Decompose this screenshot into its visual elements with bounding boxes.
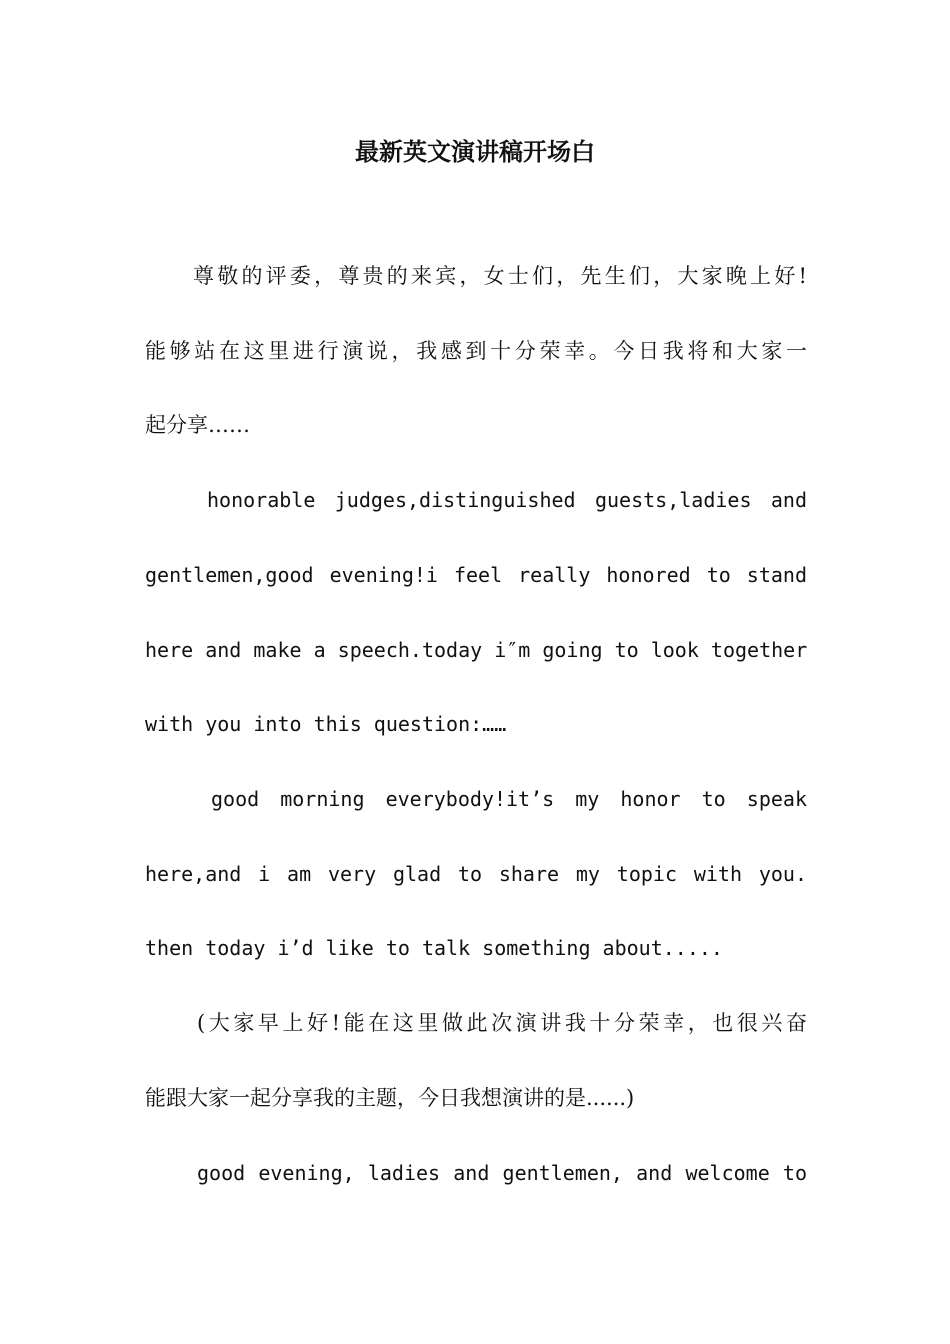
paragraph-line: with you into this question:……: [145, 712, 507, 736]
paragraph-line: 能够站在这里进行演说，我感到十分荣幸。今日我将和大家一: [145, 339, 807, 363]
paragraph-line: 尊敬的评委，尊贵的来宾，女士们，先生们，大家晚上好!: [193, 264, 807, 288]
paragraph-line: good evening, ladies and gentlemen, and welcome to: [197, 1161, 807, 1185]
paragraph-line: honorable judges,distinguished guests,ladies and: [207, 488, 807, 512]
paragraph-line: here,and i am very glad to share my topic with you.: [145, 862, 807, 886]
paragraph-line: (大家早上好!能在这里做此次演讲我十分荣幸，也很兴奋: [197, 1011, 807, 1035]
paragraph-line: 起分享……: [145, 413, 250, 437]
document-title: 最新英文演讲稿开场白: [355, 137, 595, 166]
paragraph-line: then today i’d like to talk something about.....: [145, 936, 723, 960]
paragraph-line: here and make a speech.today i″m going to look together: [145, 638, 808, 662]
paragraph-line: good morning everybody!it’s my honor to speak: [211, 787, 807, 811]
paragraph-line: 能跟大家一起分享我的主题，今日我想演讲的是......): [145, 1086, 635, 1110]
paragraph-line: gentlemen,good evening!i feel really honored to stand: [145, 563, 807, 587]
